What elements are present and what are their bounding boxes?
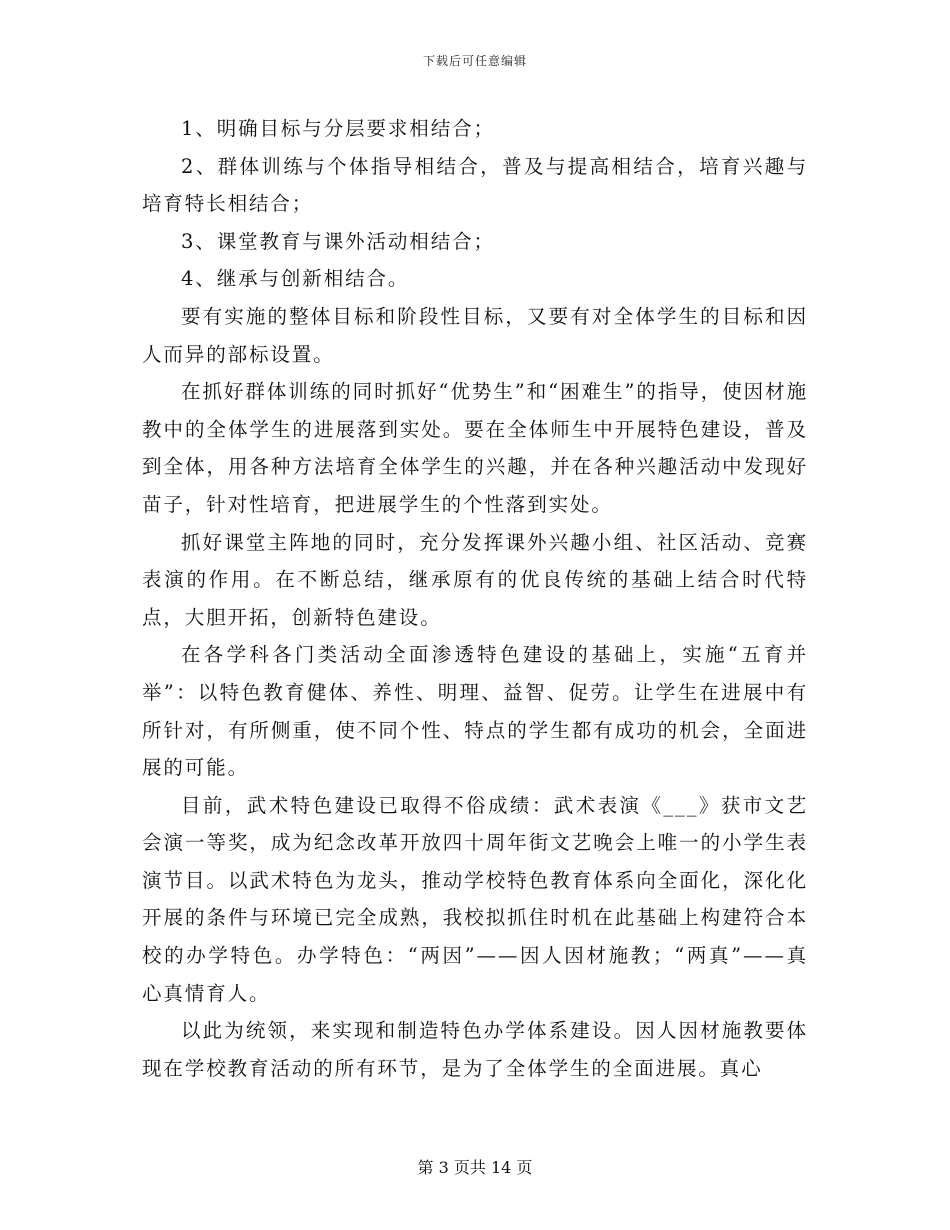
paragraph: 3、课堂教育与课外活动相结合； bbox=[181, 229, 495, 253]
paragraph: 2、群体训练与个体指导相结合，普及与提高相结合，培育兴趣与培育特长相结合； bbox=[142, 154, 808, 216]
paragraph: 在抓好群体训练的同时抓好“优势生”和“困难生”的指导，使因材施教中的全体学生的进展落到实处。要在全体师生中开展特色建设，普及到全体，用各种方法培育全体学生的兴趣，并在各种兴趣活动中发现好苗子，针对性培育，把进展学生的个性落到实处。 bbox=[142, 380, 808, 516]
paragraph: 以此为统领，来实现和制造特色办学体系建设。因人因材施教要体现在学校教育活动的所有环节，是为了全体学生的全面进展。真心 bbox=[142, 1019, 808, 1080]
page-footer: 第 3 页共 14 页 bbox=[417, 1158, 533, 1177]
paragraph: 1、明确目标与分层要求相结合； bbox=[181, 117, 495, 140]
page-header: 下载后可任意编辑 bbox=[422, 54, 527, 68]
paragraph: 在各学科各门类活动全面渗透特色建设的基础上，实施“五育并举”：以特色教育健体、养性、明理、益智、促劳。让学生在进展中有所针对，有所侧重，使不同个性、特点的学生都有成功的机会，全面进展的可能。 bbox=[142, 643, 808, 780]
paragraph: 抓好课堂主阵地的同时，充分发挥课外兴趣小组、社区活动、竞赛表演的作用。在不断总结，继承原有的优良传统的基础上结合时代特点，大胆开拓，创新特色建设。 bbox=[142, 530, 808, 629]
paragraph: 目前，武术特色建设已取得不俗成绩：武术表演《___》获市文艺会演一等奖，成为纪念改革开放四十周年街文艺晚会上唯一的小学生表演节目。以武术特色为龙头，推动学校特色教育体系向全面化，深化化开展的条件与环境已完全成熟，我校拟抓住时机在此基础上构建符合本校的办学特色。办学特色：“两因”——因人因材施教；“两真”——真心真情育人。 bbox=[142, 793, 808, 1005]
document-body bbox=[142, 110, 808, 1087]
paragraph: 4、继承与创新相结合。 bbox=[181, 267, 410, 291]
paragraph: 要有实施的整体目标和阶段性目标，又要有对全体学生的目标和因人而异的部标设置。 bbox=[142, 304, 808, 366]
